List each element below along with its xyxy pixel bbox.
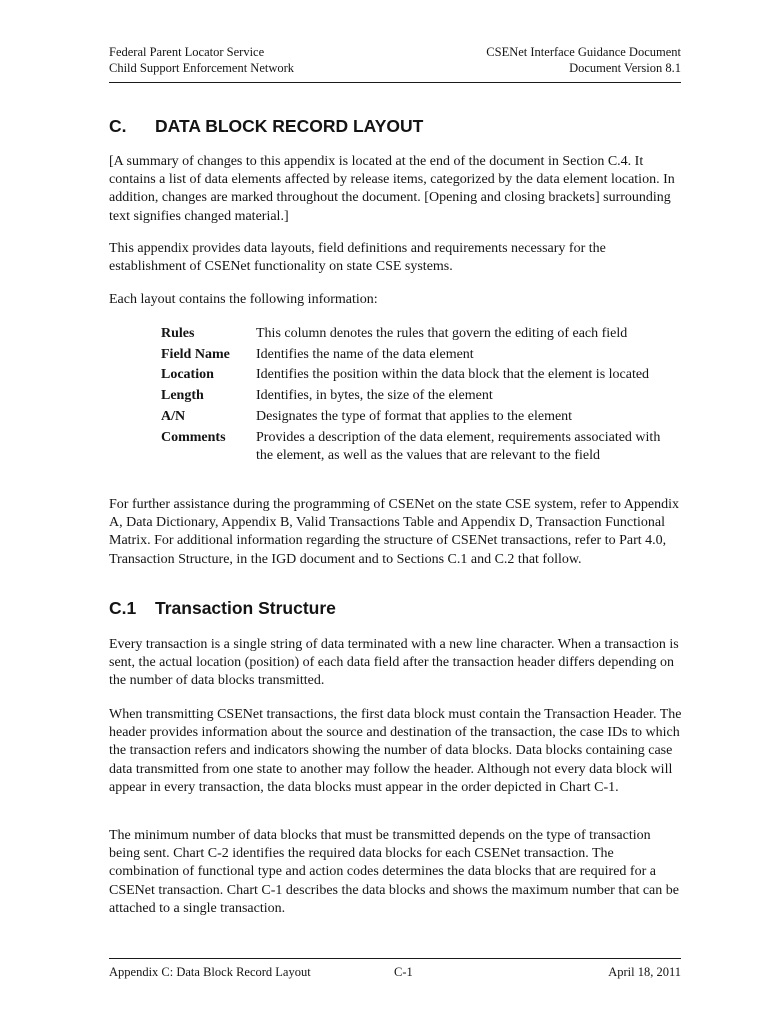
definition-term: A/N xyxy=(161,408,186,424)
layout-intro-paragraph: Each layout contains the following information: xyxy=(109,292,378,307)
definition-description: Designates the type of format that applies to the element xyxy=(256,408,573,424)
definition-row-location xyxy=(161,366,666,384)
header-network-name: Child Support Enforcement Network xyxy=(109,61,295,75)
subsection-heading xyxy=(109,598,336,619)
header-document-title: CSENet Interface Guidance Document xyxy=(486,45,681,59)
subsection-number: C.1 xyxy=(109,598,137,618)
definition-row-length xyxy=(161,387,666,405)
definition-description: Provides a description of the data element, requirements associated with the element, as well as the values that are relevant to the field xyxy=(256,429,661,463)
definition-row-an xyxy=(161,408,666,426)
section-heading xyxy=(109,116,423,137)
header-right xyxy=(486,44,681,76)
definition-term: Location xyxy=(161,367,214,383)
footer-page-number: C-1 xyxy=(394,965,413,979)
section-title: DATA BLOCK RECORD LAYOUT xyxy=(155,116,424,136)
header-document-version: Document Version 8.1 xyxy=(569,61,681,75)
definition-row-comments xyxy=(161,429,666,465)
definition-description: Identifies the position within the data block that the element is located xyxy=(256,367,650,383)
header-org-name: Federal Parent Locator Service xyxy=(109,45,265,59)
definition-description: Identifies the name of the data element xyxy=(256,346,474,362)
summary-paragraph: [A summary of changes to this appendix is located at the end of the document in Section C.4. It contains a list of data elements affected by release items, categorized by the data element location. In addition, changes are marked throughout the document. [Opening and closing brackets] surrounding text signifies changed material.] xyxy=(109,154,675,224)
section-number: C. xyxy=(109,116,127,136)
header-left xyxy=(109,44,294,76)
page-header xyxy=(109,44,681,83)
transaction-paragraph-2: When transmitting CSENet transactions, the first data block must contain the Transaction Header. The header provides information about the source and destination of the transaction, the case IDs to which the transaction refers and indicators showing the number of data blocks. Data blocks containing case data transmitted from one state to another may follow the header. Although not every data block will appear in every transaction, the data blocks must appear in the order depicted in Chart C-1. xyxy=(109,707,682,795)
assistance-paragraph: For further assistance during the programming of CSENet on the state CSE system, refer to Appendix A, Data Dictionary, Appendix B, Valid Transactions Table and Appendix D, Transaction Functional Matrix. For additional information regarding the structure of CSENet transactions, refer to Part 4.0, Transaction Structure, in the IGD document and to Sections C.1 and C.2 that follow. xyxy=(109,497,680,567)
definition-term: Rules xyxy=(161,326,195,341)
definition-term: Length xyxy=(161,388,204,404)
footer-date: April 18, 2011 xyxy=(608,965,681,979)
definition-description: This column denotes the rules that govern the editing of each field xyxy=(256,326,628,341)
intro-paragraph: This appendix provides data layouts, field definitions and requirements necessary for the establishment of CSENet functionality on state CSE systems. xyxy=(109,241,606,275)
definition-description: Identifies, in bytes, the size of the element xyxy=(256,388,493,404)
definition-term: Comments xyxy=(161,429,226,445)
page-footer xyxy=(109,958,681,984)
footer-section-name: Appendix C: Data Block Record Layout xyxy=(109,965,311,979)
definition-list xyxy=(161,325,666,467)
definition-row-field-name xyxy=(161,346,666,364)
transaction-paragraph-1: Every transaction is a single string of data terminated with a new line character. When a transaction is sent, the actual location (position) of each data field after the transaction header differs depending on the number of data blocks transmitted. xyxy=(109,637,679,689)
definition-term: Field Name xyxy=(161,346,230,362)
transaction-paragraph-3: The minimum number of data blocks that must be transmitted depends on the type of transaction being sent. Chart C-2 identifies the required data blocks for each CSENet transaction. The combination of functional type and action codes determines the data blocks that are required for a CSENet transaction. Chart C-1 describes the data blocks and shows the maximum number that can be attached to a single transaction. xyxy=(109,828,679,916)
definition-row-rules xyxy=(161,325,666,343)
subsection-title: Transaction Structure xyxy=(155,598,336,618)
